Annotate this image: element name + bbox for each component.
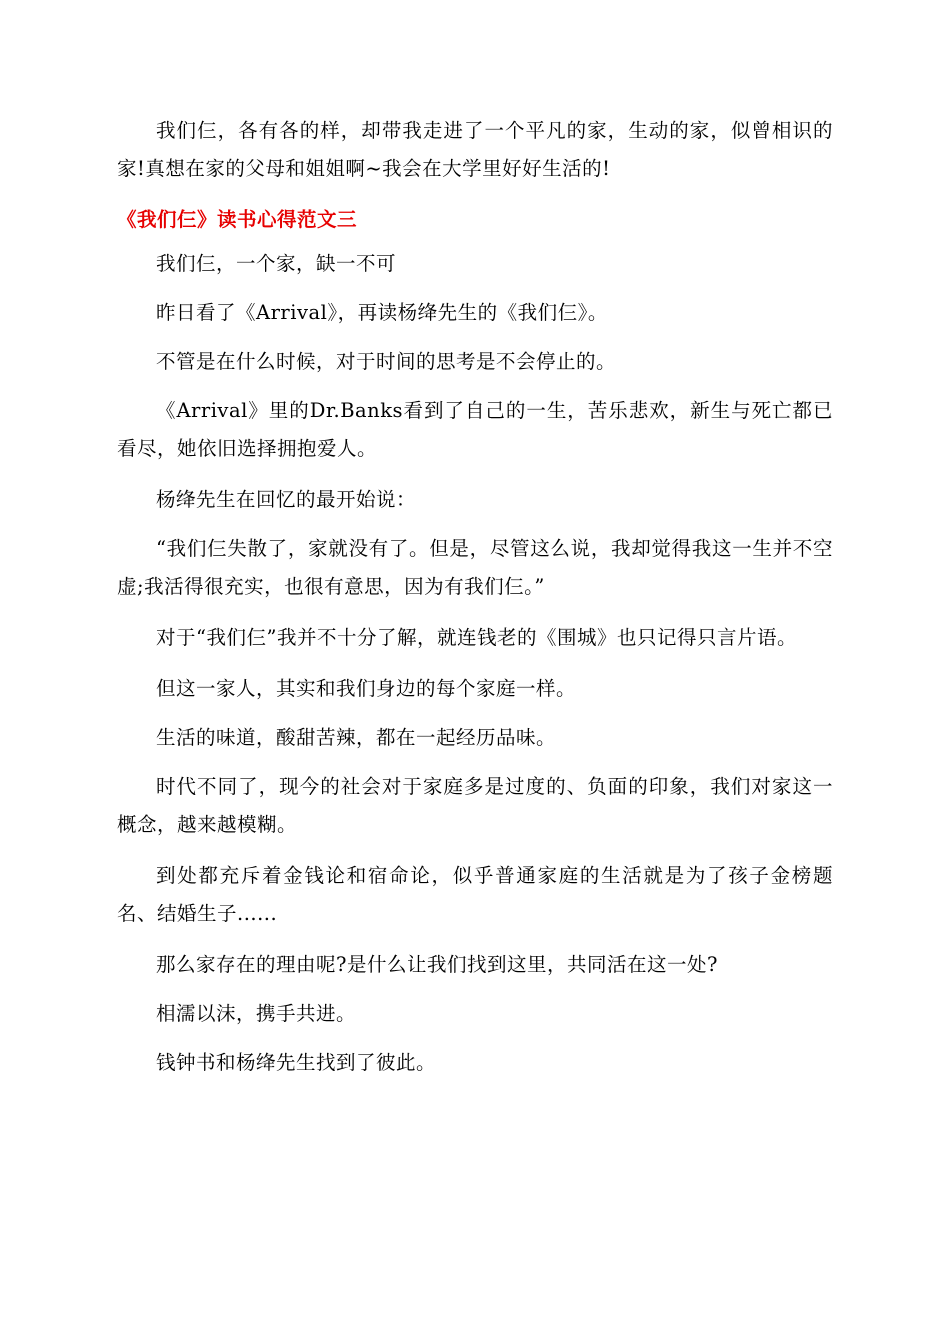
paragraph-1: 我们仨，一个家，缺一不可: [156, 252, 397, 275]
paragraph-14: 钱钟书和杨绛先生找到了彼此。: [156, 1051, 437, 1074]
paragraph-2: 昨日看了《Arrival》，再读杨绛先生的《我们仨》。: [156, 301, 608, 324]
paragraph-3: 不管是在什么时候，对于时间的思考是不会停止的。: [156, 350, 617, 373]
paragraph-11: 到处都充斥着金钱论和宿命论，似乎普通家庭的生活就是为了孩子金榜题名、结婚生子......: [117, 864, 833, 925]
paragraph-intro: 我们仨，各有各的样，却带我走进了一个平凡的家，生动的家，似曾相识的家!真想在家的父母和姐姐啊~我会在大学里好好生活的!: [117, 119, 833, 180]
section-heading: 《我们仨》读书心得范文三: [117, 208, 358, 231]
paragraph-12: 那么家存在的理由呢?是什么让我们找到这里，共同活在这一处?: [156, 953, 718, 976]
paragraph-8: 但这一家人，其实和我们身边的每个家庭一样。: [156, 677, 577, 700]
paragraph-9: 生活的味道，酸甜苦辣，都在一起经历品味。: [156, 726, 557, 749]
document-page: [117, 112, 833, 1093]
paragraph-10: 时代不同了，现今的社会对于家庭多是过度的、负面的印象，我们对家这一概念，越来越模糊。: [117, 775, 833, 836]
paragraph-6: “我们仨失散了，家就没有了。但是，尽管这么说，我却觉得我这一生并不空虚;我活得很充实，也很有意思，因为有我们仨。”: [117, 537, 833, 598]
paragraph-4: 《Arrival》里的Dr.Banks看到了自己的一生，苦乐悲欢，新生与死亡都已看尽，她依旧选择拥抱爱人。: [117, 399, 833, 460]
paragraph-5: 杨绛先生在回忆的最开始说：: [156, 488, 417, 511]
paragraph-13: 相濡以沫，携手共进。: [156, 1002, 357, 1025]
paragraph-7: 对于“我们仨”我并不十分了解，就连钱老的《围城》也只记得只言片语。: [156, 626, 797, 649]
